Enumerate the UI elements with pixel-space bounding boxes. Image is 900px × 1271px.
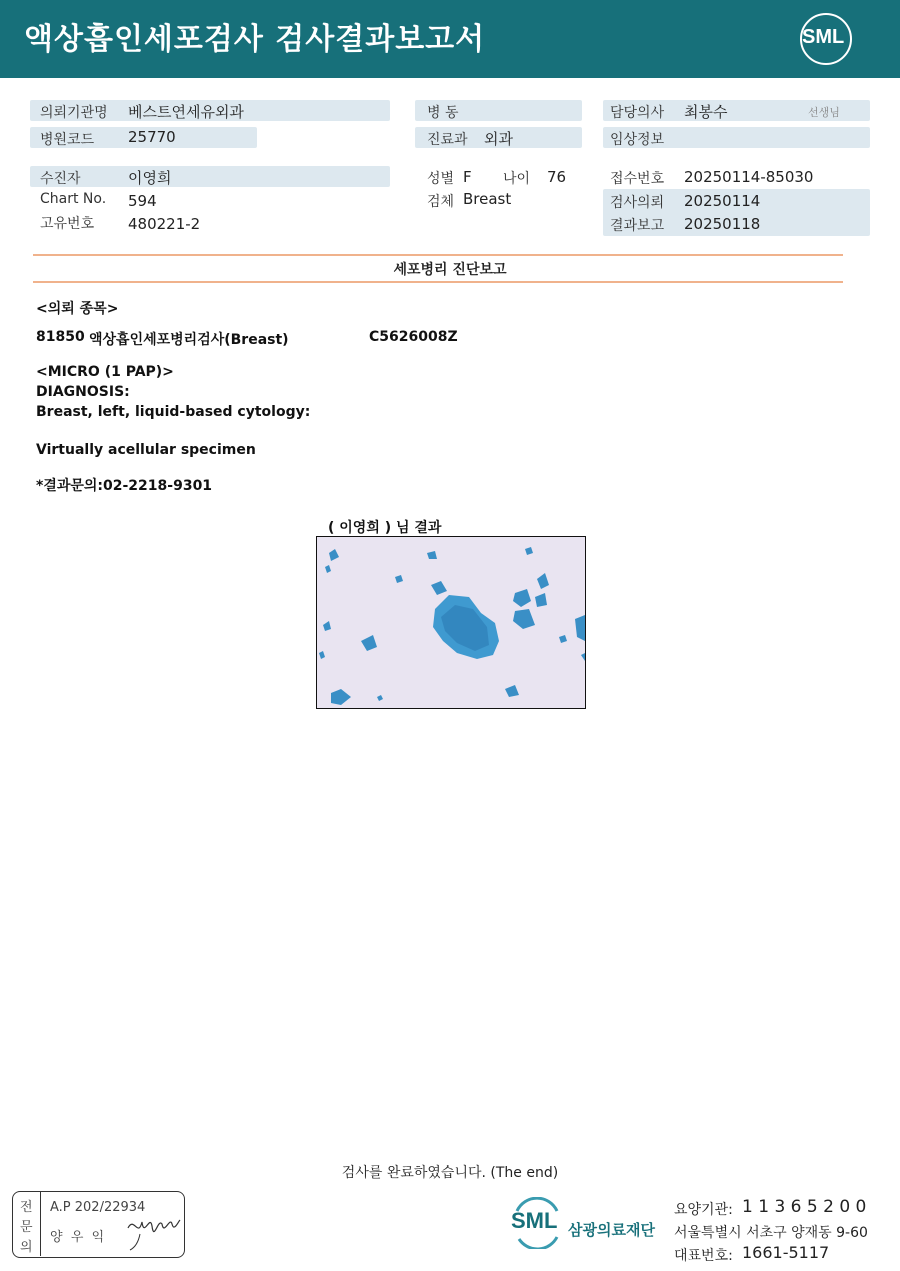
report-title: 액상흡인세포검사 검사결과보고서 — [24, 22, 486, 57]
inquiry-phone: *결과문의:02-2218-9301 — [36, 478, 213, 494]
section-rule-top — [33, 254, 843, 256]
uid-label: 고유번호 — [40, 216, 95, 232]
institution-label: 의뢰기관명 — [40, 105, 108, 121]
sex-label: 성별 — [427, 171, 455, 187]
phone-number: 1661-5117 — [742, 1243, 830, 1262]
specimen-value: Breast — [463, 190, 512, 208]
diagnosis-site: Breast, left, liquid-based cytology: — [36, 404, 311, 420]
org-name: 삼광의료재단 — [568, 1221, 655, 1239]
ward-label: 병 동 — [427, 105, 459, 121]
sex-value: F — [463, 168, 472, 186]
patient-bar — [30, 166, 390, 187]
receipt-label: 접수번호 — [610, 171, 665, 187]
specimen-label: 검체 — [427, 194, 455, 210]
diagnosis-label: DIAGNOSIS: — [36, 384, 130, 400]
institution-value: 베스트연세유외과 — [128, 103, 244, 121]
hospital-code-label: 병원코드 — [40, 132, 95, 148]
report-date-label: 결과보고 — [610, 218, 665, 234]
uid-value: 480221-2 — [128, 215, 201, 233]
patient-label: 수진자 — [40, 171, 81, 187]
age-value: 76 — [547, 168, 567, 186]
address: 서울특별시 서초구 양재동 9-60 — [674, 1225, 868, 1241]
chart-value: 594 — [128, 192, 157, 210]
stamp-side-char-2: 문 — [20, 1220, 33, 1235]
stamp-side-char-1: 전 — [20, 1200, 33, 1215]
request-date-label: 검사의뢰 — [610, 195, 665, 211]
doctor-suffix: 선생님 — [808, 106, 840, 119]
image-caption: ( 이영희 ) 님 결과 — [328, 520, 442, 536]
patient-value: 이영희 — [128, 169, 172, 187]
stamp-doctor-name: 양 우 익 — [50, 1230, 105, 1245]
age-label: 나이 — [503, 171, 531, 187]
header-logo-text: SML — [802, 26, 845, 48]
section-title: 세포병리 진단보고 — [393, 262, 507, 278]
hospital-code-value: 25770 — [128, 128, 176, 146]
item-name: 액상흡인세포병리검사(Breast) — [89, 332, 289, 348]
doctor-value: 최봉수 — [684, 103, 728, 121]
institution-code: 1 1 3 6 5 2 0 0 — [742, 1197, 867, 1217]
report-date-value: 20250118 — [684, 215, 761, 233]
end-text: 검사를 완료하였습니다. (The end) — [341, 1165, 559, 1181]
stamp-ap-number: A.P 202/22934 — [50, 1200, 146, 1215]
footer-logo-text: SML — [511, 1208, 558, 1233]
handwritten-signature — [124, 1208, 182, 1252]
clinical-label: 임상정보 — [610, 132, 665, 148]
chart-label: Chart No. — [40, 191, 107, 207]
micro-header: <MICRO (1 PAP)> — [36, 364, 174, 380]
institution-code-label: 요양기관: — [674, 1202, 733, 1218]
section-rule-bottom — [33, 281, 843, 283]
request-date-value: 20250114 — [684, 192, 761, 210]
cytology-image — [316, 536, 586, 709]
dept-label: 진료과 — [427, 132, 468, 148]
stamp-side-char-3: 의 — [20, 1240, 33, 1255]
item-code: 81850 — [36, 329, 85, 345]
phone-label: 대표번호: — [674, 1248, 733, 1264]
receipt-value: 20250114-85030 — [684, 168, 814, 186]
request-items-header: <의뢰 종목> — [36, 301, 119, 317]
diagnosis-result: Virtually acellular specimen — [36, 442, 256, 458]
dept-value: 외과 — [484, 130, 513, 148]
doctor-label: 담당의사 — [610, 105, 665, 121]
item-id: C5626008Z — [369, 329, 458, 345]
